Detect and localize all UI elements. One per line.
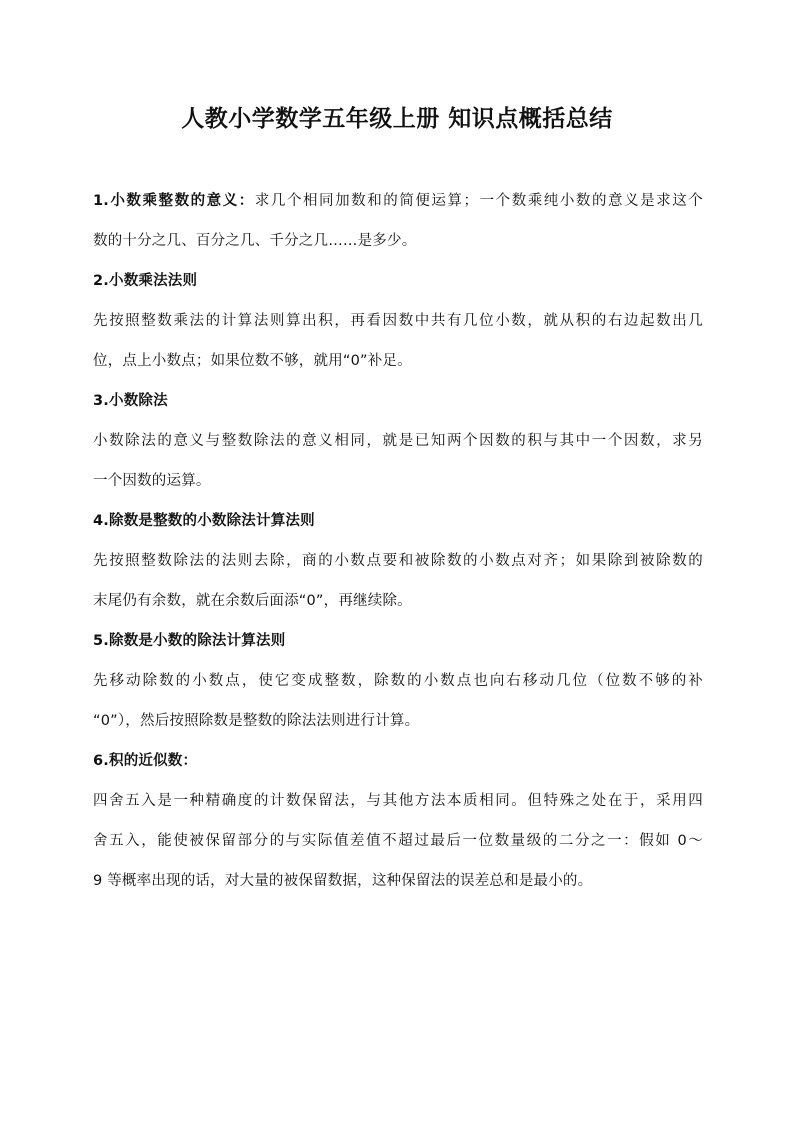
section-2-heading: 2.小数乘法法则 — [93, 273, 198, 289]
section-1-first-line — [93, 181, 703, 221]
section-1-heading: 1.小数乘整数的意义： — [93, 193, 255, 209]
section-5-text-line-1: 先移动除数的小数点，使它变成整数，除数的小数点也向右移动几位（位数不够的补 — [93, 673, 703, 689]
document-body — [93, 181, 703, 901]
section-1-text-line-2: 数的十分之几、百分之几、千分之几……是多少。 — [93, 233, 417, 249]
section-4-heading: 4.除数是整数的小数除法计算法则 — [93, 513, 315, 529]
section-6-text-line-3: 9 等概率出现的话，对大量的被保留数据，这种保留法的误差总和是最小的。 — [93, 873, 593, 889]
section-6-heading: 6.积的近似数： — [93, 753, 198, 769]
section-4-text-line-2: 末尾仍有余数，就在余数后面添“0”，再继续除。 — [93, 593, 412, 609]
section-6-text-line-1: 四舍五入是一种精确度的计数保留法，与其他方法本质相同。但特殊之处在于，采用四 — [93, 793, 703, 809]
document-title: 人教小学数学五年级上册 知识点概括总结 — [181, 106, 613, 132]
section-5-heading: 5.除数是小数的除法计算法则 — [93, 633, 286, 649]
section-2-text-line-1: 先按照整数乘法的计算法则算出积，再看因数中共有几位小数，就从积的右边起数出几 — [93, 313, 703, 329]
section-3-heading: 3.小数除法 — [93, 393, 168, 409]
section-1-text-line-1: 求几个相同加数和的简便运算；一个数乘纯小数的意义是求这个 — [254, 193, 703, 209]
section-4-text-line-1: 先按照整数除法的法则去除，商的小数点要和被除数的小数点对齐；如果除到被除数的 — [93, 553, 703, 569]
section-6-text-line-2: 舍五入，能使被保留部分的与实际值差值不超过最后一位数量级的二分之一：假如 0～ — [93, 833, 703, 849]
section-3-text-line-1: 小数除法的意义与整数除法的意义相同，就是已知两个因数的积与其中一个因数，求另 — [93, 433, 703, 449]
section-5-text-line-2: “0”），然后按照除数是整数的除法法则进行计算。 — [93, 713, 420, 729]
section-2-text-line-2: 位，点上小数点；如果位数不够，就用“0”补足。 — [93, 353, 412, 369]
section-3-text-line-2: 一个因数的运算。 — [93, 473, 211, 489]
